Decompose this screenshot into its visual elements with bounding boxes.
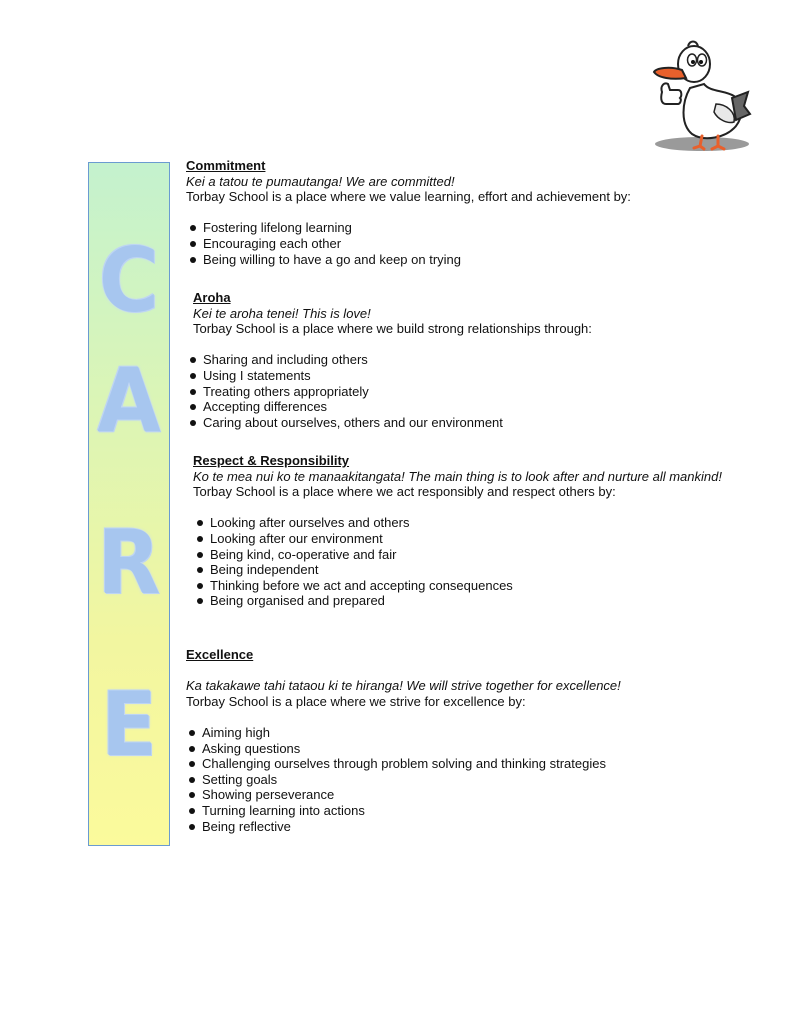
list-item: Caring about ourselves, others and our environment bbox=[186, 415, 592, 431]
section-list bbox=[186, 220, 631, 267]
list-item: Fostering lifelong learning bbox=[186, 220, 631, 236]
care-letter-e: E bbox=[100, 674, 157, 777]
list-item: Being kind, co-operative and fair bbox=[193, 547, 722, 563]
section-excellence bbox=[186, 647, 621, 834]
list-item: Turning learning into actions bbox=[186, 803, 621, 819]
list-item: Being reflective bbox=[186, 819, 621, 835]
list-item: Showing perseverance bbox=[186, 787, 621, 803]
section-list bbox=[193, 515, 722, 609]
list-item: Setting goals bbox=[186, 772, 621, 788]
section-motto: Ko te mea nui ko te manaakitangata! The main thing is to look after and nurture all mankind! bbox=[193, 468, 722, 484]
list-item: Accepting differences bbox=[186, 399, 592, 415]
section-list bbox=[186, 725, 621, 834]
list-item: Encouraging each other bbox=[186, 236, 631, 252]
care-letter-r: R bbox=[97, 512, 161, 615]
section-commitment bbox=[186, 158, 631, 267]
section-heading: Commitment bbox=[186, 158, 266, 173]
care-letter-a: A bbox=[97, 350, 161, 453]
list-item: Thinking before we act and accepting consequences bbox=[193, 578, 722, 594]
section-intro: Torbay School is a place where we build strong relationships through: bbox=[193, 321, 592, 337]
section-aroha bbox=[193, 290, 592, 430]
list-item: Looking after ourselves and others bbox=[193, 515, 722, 531]
section-intro: Torbay School is a place where we value learning, effort and achievement by: bbox=[186, 189, 631, 205]
list-item: Using I statements bbox=[186, 368, 592, 384]
section-list bbox=[186, 352, 592, 430]
list-item: Being willing to have a go and keep on trying bbox=[186, 252, 631, 268]
section-heading: Aroha bbox=[193, 290, 231, 305]
section-heading: Respect & Responsibility bbox=[193, 453, 350, 468]
seagull-mascot-thumbs-up-icon bbox=[652, 40, 752, 152]
list-item: Being organised and prepared bbox=[193, 593, 722, 609]
list-item: Aiming high bbox=[186, 725, 621, 741]
list-item: Being independent bbox=[193, 562, 722, 578]
list-item: Asking questions bbox=[186, 741, 621, 757]
section-motto: Ka takakawe tahi tataou ki te hiranga! We will strive together for excellence! bbox=[186, 678, 621, 694]
section-intro: Torbay School is a place where we strive for excellence by: bbox=[186, 693, 526, 709]
list-item: Sharing and including others bbox=[186, 352, 592, 368]
section-respect-responsibility bbox=[193, 453, 722, 609]
section-motto: Kei te aroha tenei! This is love! bbox=[193, 305, 371, 321]
section-heading: Excellence bbox=[186, 647, 254, 662]
list-item: Challenging ourselves through problem solving and thinking strategies bbox=[186, 756, 621, 772]
list-item: Treating others appropriately bbox=[186, 384, 592, 400]
care-letter-c: C bbox=[98, 230, 160, 333]
list-item: Looking after our environment bbox=[193, 531, 722, 547]
section-motto: Kei a tatou te pumautanga! We are committed! bbox=[186, 173, 455, 189]
care-acronym-bar bbox=[88, 162, 170, 846]
section-intro: Torbay School is a place where we act responsibly and respect others by: bbox=[193, 484, 616, 500]
